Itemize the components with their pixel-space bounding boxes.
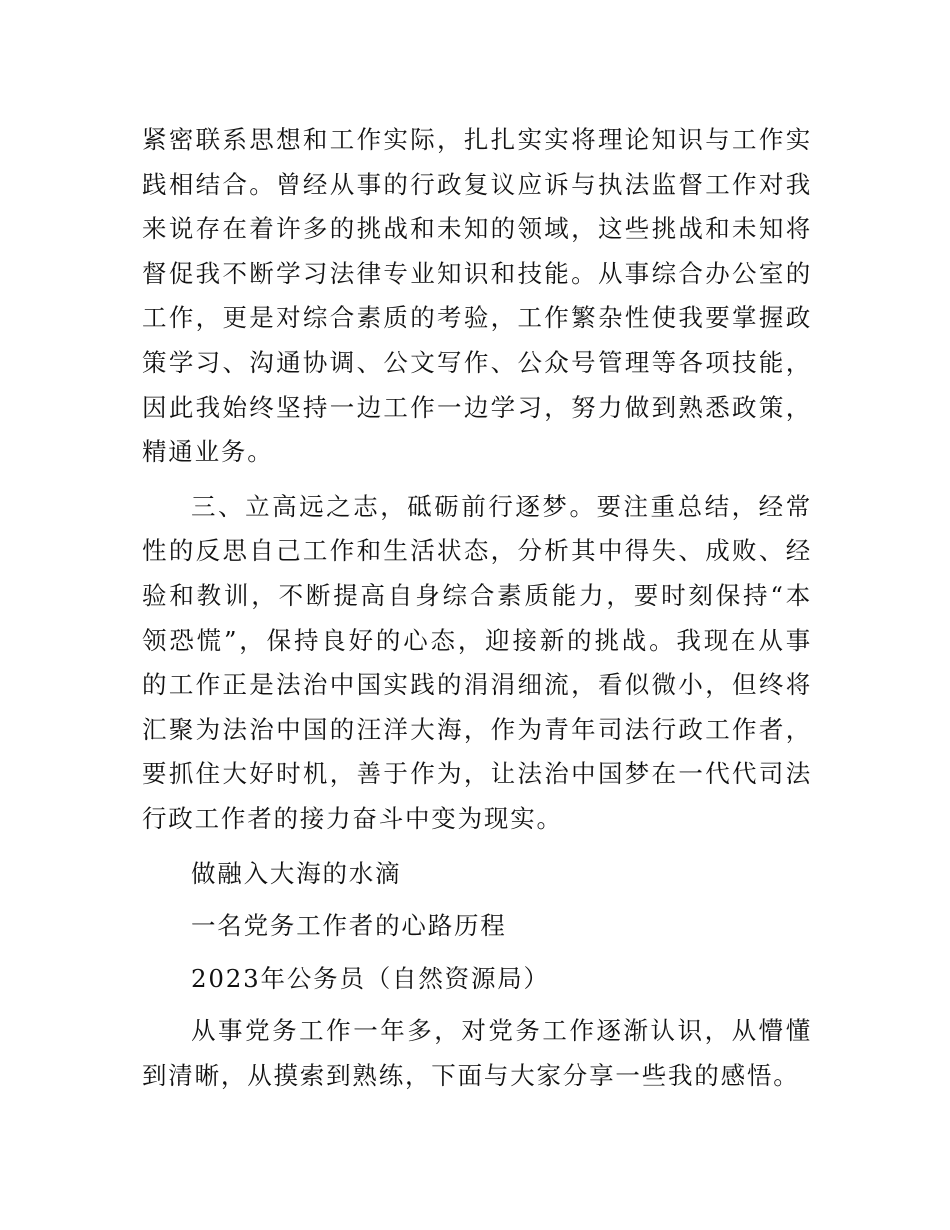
paragraph-gap bbox=[142, 896, 812, 904]
article-author: 2023年公务员（自然资源局） bbox=[191, 963, 550, 993]
paragraph-gap bbox=[142, 842, 812, 852]
paragraph-intro: 从事党务工作一年多，对党务工作逐渐认识，从懵懂到清晰，从摸索到熟练，下面与大家分享一些我的感悟。 bbox=[142, 1016, 812, 1090]
article-subtitle: 一名党务工作者的心路历程 bbox=[191, 911, 507, 941]
article-title: 做融入大海的水滴 bbox=[191, 858, 402, 888]
paragraph-gap bbox=[142, 949, 812, 957]
paragraph-gap bbox=[142, 1001, 812, 1009]
paragraph-continuation: 紧密联系思想和工作实际，扎扎实实将理论知识与工作实践相结合。曾经从事的行政复议应诉与执法监督工作对我来说存在着许多的挑战和未知的领域，这些挑战和未知将督促我不断学习法律专业知识和技能。从事综合办公室的工作，更是对综合素质的考验，工作繁杂性使我要掌握政策学习、沟通协调、公文写作、公众号管理等各项技能，因此我始终坚持一边工作一边学习，努力做到熟悉政策，精通业务。 bbox=[142, 125, 812, 467]
paragraph-section-three: 三、立高远之志，砥砺前行逐梦。要注重总结，经常性的反思自己工作和生活状态，分析其中得失、成败、经验和教训，不断提高自身综合素质能力，要时刻保持“本领恐慌”，保持良好的心态，迎接新的挑战。我现在从事的工作正是法治中国实践的涓涓细流，看似微小，但终将汇聚为法治中国的汪洋大海，作为青年司法行政工作者，要抓住大好时机，善于作为，让法治中国梦在一代代司法行政工作者的接力奋斗中变为现实。 bbox=[142, 491, 812, 833]
document-body bbox=[142, 118, 812, 1098]
paragraph-gap bbox=[142, 475, 812, 485]
